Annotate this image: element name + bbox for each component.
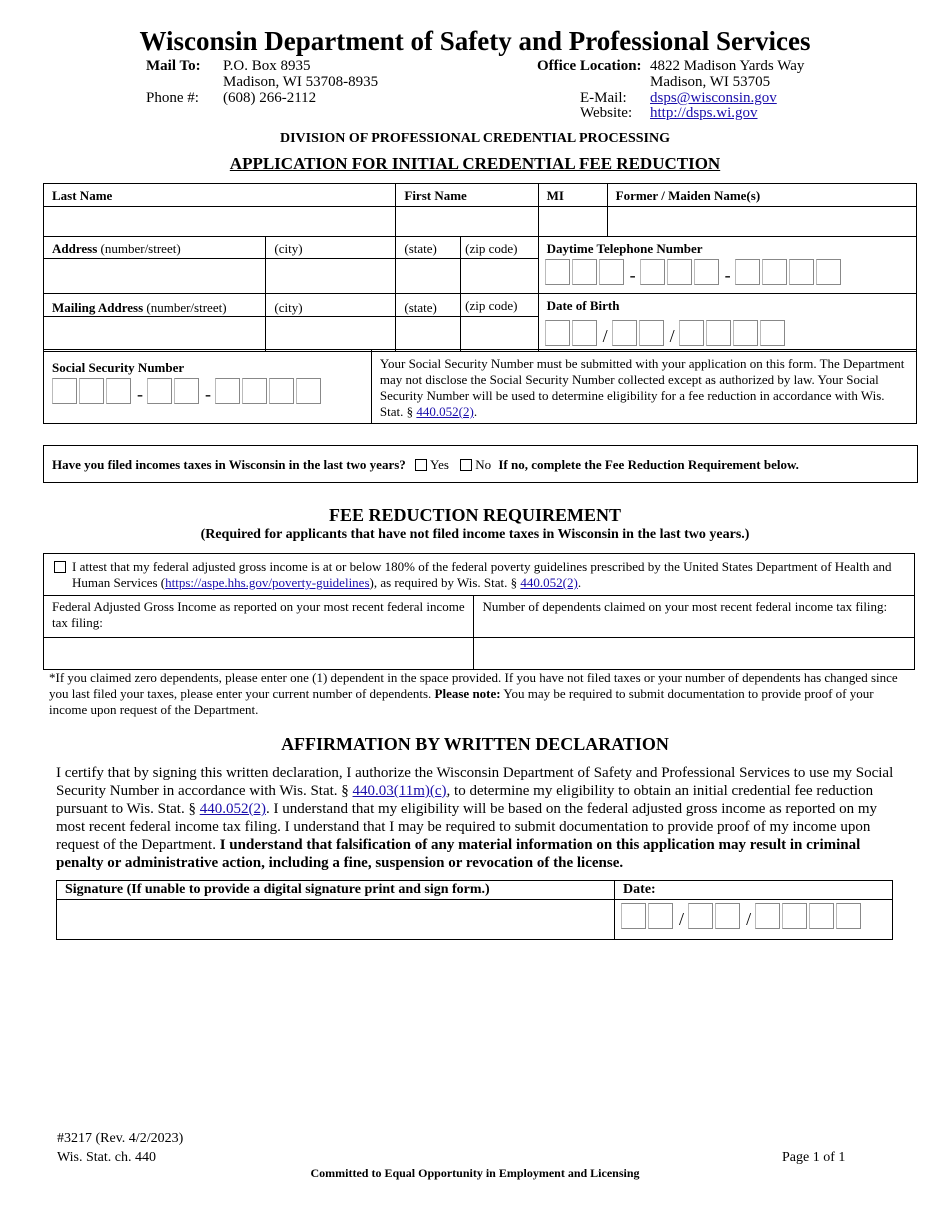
first-name-label: First Name: [404, 188, 467, 203]
mail-to-line2: Madison, WI 53708-8935: [223, 74, 379, 90]
fee-table: I attest that my federal adjusted gross income is at or below 180% of the federal poverty guidelines prescribed by the United States Department of Health and Human Services (https://aspe.hhs.gov/poverty-guidelines), as required by Wis. Stat. § 440.052(2). Federal Adjusted Gross Income as reported on your most recent federal income tax filing: Number of dependents claimed on your most recent federal income tax filing:: [43, 553, 915, 670]
former-name-label: Former / Maiden Name(s): [615, 188, 761, 203]
affirmation-link-1[interactable]: 440.03(11m)(c): [352, 783, 447, 799]
mail-to-line1: P.O. Box 8935: [223, 58, 311, 74]
dependents-label: Number of dependents claimed on your most recent federal income tax filing:: [474, 596, 915, 638]
office-line1: 4822 Madison Yards Way: [650, 58, 805, 74]
address-hint: (number/street): [100, 241, 181, 256]
ssn-label: Social Security Number: [52, 360, 185, 375]
date-label: Date:: [615, 881, 893, 900]
email-label: E-Mail:: [580, 90, 627, 106]
mail-to-label: Mail To:: [146, 58, 201, 74]
agi-field[interactable]: [44, 638, 474, 670]
website-link[interactable]: http://dsps.wi.gov: [650, 105, 758, 121]
ssn-notice-statute-link[interactable]: 440.052(2): [416, 404, 474, 419]
tax-question: Have you filed incomes taxes in Wisconsin in the last two years?: [52, 457, 406, 472]
former-name-field[interactable]: [607, 207, 916, 237]
affirmation-warning: I understand that falsification of any material information on this application may result in criminal penalty or administrative action, including a fine, suspension or revocation of the license.: [56, 837, 861, 871]
attest-text: I attest that my federal adjusted gross income is at or below 180% of the federal poverty guidelines prescribed by the United States Department of Health and Human Services (: [72, 559, 892, 590]
yes-checkbox[interactable]: [415, 459, 427, 471]
ssn-notice: Your Social Security Number must be submitted with your application on this form. The Department may not disclose the Social Security Number collected except as authorized by law. Your Social Security Number will be used to determine eligibility for a fee reduction in accordance with Wis. Stat. §: [379, 356, 905, 419]
address-field[interactable]: [44, 259, 266, 294]
date-boxes[interactable]: / /: [615, 900, 892, 929]
state-field[interactable]: [396, 259, 461, 294]
statute-reference: Wis. Stat. ch. 440: [57, 1150, 156, 1165]
office-label: Office Location:: [537, 58, 642, 74]
fee-subheading: (Required for applicants that have not filed income taxes in Wisconsin in the last two years.): [200, 527, 750, 542]
division-heading: DIVISION OF PROFESSIONAL CREDENTIAL PROCESSING: [279, 131, 670, 146]
yes-label: Yes: [430, 457, 449, 472]
fee-heading: FEE REDUCTION REQUIREMENT: [328, 505, 622, 525]
mailing-zip-field[interactable]: [461, 317, 538, 352]
page-number: Page 1 of 1: [782, 1150, 846, 1165]
ssn-table: Social Security Number - - Your Social Security Number must be submitted with your application on this form. The Department may not disclose the Social Security Number collected except as authorized by law. Your Social Security Number will be used to determine eligibility for a fee reduction in accordance with Wis. Stat. § 440.052(2).: [43, 349, 917, 424]
personal-info-table: [43, 183, 917, 352]
tax-question-box: [43, 445, 918, 483]
no-label: No: [475, 457, 492, 472]
signature-label: Signature (If unable to provide a digital signature print and sign form.): [57, 881, 615, 900]
mailing-address-label: Mailing Address: [52, 300, 144, 315]
last-name-field[interactable]: [44, 207, 396, 237]
agency-title: Wisconsin Department of Safety and Professional Services: [139, 26, 811, 56]
dob-label: Date of Birth: [546, 298, 620, 313]
signature-field[interactable]: [57, 900, 615, 940]
zip-label: (zip code): [465, 241, 518, 256]
equal-opportunity: Committed to Equal Opportunity in Employment and Licensing: [310, 1166, 640, 1180]
first-name-field[interactable]: [396, 207, 538, 237]
form-title: APPLICATION FOR INITIAL CREDENTIAL FEE REDUCTION: [229, 154, 721, 173]
affirmation-text: I certify that by signing this written declaration, I authorize the Wisconsin Department of Safety and Professional Services to use my Social Security Number in accordance with Wis. Stat. § 440.03(11m)(c), to determine my eligibility to obtain an initial credential fee reduction pursuant to Wis. Stat. § 440.052(2). I understand that my eligibility will be based on the federal adjusted gross income as reported on my most recent federal income tax filing. I understand that I may be required to submit documentation to provide proof of my income upon request of the Department. I understand that falsification of any material information on this application may result in criminal penalty or administrative action, including a fine, suspension or revocation of the license.: [56, 765, 894, 871]
attest-statute-link[interactable]: 440.052(2): [520, 575, 578, 590]
affirmation-link-2[interactable]: 440.052(2): [199, 801, 266, 817]
mailing-city-label: (city): [274, 300, 303, 315]
form-number: #3217 (Rev. 4/2/2023): [57, 1131, 184, 1146]
attest-text-2: ), as required by Wis. Stat. §: [369, 575, 518, 590]
mailing-state-field[interactable]: [396, 317, 461, 352]
zip-field[interactable]: [461, 259, 538, 294]
agi-label: Federal Adjusted Gross Income as reported on your most recent federal income tax filing:: [44, 596, 474, 638]
mi-label: MI: [546, 188, 564, 203]
email-link[interactable]: dsps@wisconsin.gov: [650, 90, 777, 106]
daytime-phone-label: Daytime Telephone Number: [546, 241, 703, 256]
affirmation-heading: AFFIRMATION BY WRITTEN DECLARATION: [281, 734, 669, 754]
city-field[interactable]: [266, 259, 396, 294]
city-label: (city): [274, 241, 303, 256]
tax-note: If no, complete the Fee Reduction Requirement below.: [498, 457, 799, 472]
daytime-phone-boxes[interactable]: - -: [539, 257, 916, 285]
mailing-address-hint: (number/street): [146, 300, 227, 315]
phone-number: (608) 266-2112: [223, 90, 317, 106]
footnote: *If you claimed zero dependents, please enter one (1) dependent in the space provided. If you have not filed taxes or your number of dependents has changed since you last filed your taxes, please enter your current number of dependents. Please note: You may be required to submit documentation to provide proof of your income upon request of the Department.: [49, 670, 898, 717]
attest-checkbox[interactable]: [54, 561, 66, 573]
website-label: Website:: [580, 105, 633, 121]
office-line2: Madison, WI 53705: [650, 74, 771, 90]
poverty-guidelines-link[interactable]: https://aspe.hhs.gov/poverty-guidelines: [165, 575, 370, 590]
last-name-label: Last Name: [52, 188, 113, 203]
dependents-field[interactable]: [474, 638, 915, 670]
state-label: (state): [404, 241, 437, 256]
no-checkbox[interactable]: [460, 459, 472, 471]
mailing-city-field[interactable]: [266, 317, 396, 352]
dob-boxes[interactable]: / /: [539, 314, 916, 346]
mi-field[interactable]: [538, 207, 607, 237]
ssn-boxes[interactable]: - -: [44, 376, 371, 404]
phone-label: Phone #:: [146, 90, 199, 106]
mailing-zip-label: (zip code): [465, 298, 518, 313]
mailing-address-field[interactable]: [44, 317, 266, 352]
signature-table: [56, 880, 893, 940]
mailing-state-label: (state): [404, 300, 437, 315]
address-label: Address: [52, 241, 98, 256]
